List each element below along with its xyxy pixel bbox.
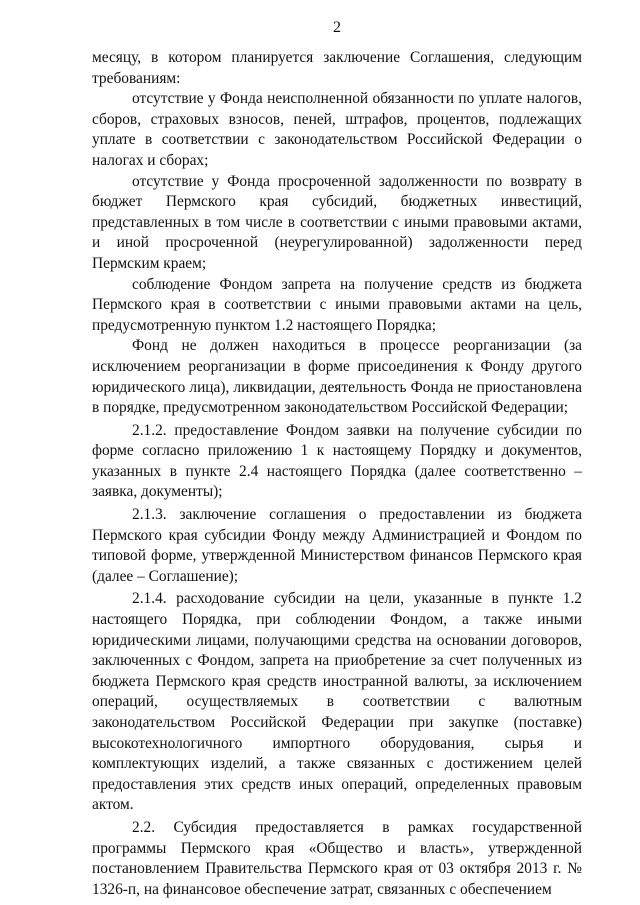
paragraph-2-1-2: 2.1.2. предоставление Фондом заявки на получение субсидии по форме согласно приложению 1 к настоящему Порядку и документов, указанных в пункте 2.4 настоящего Порядка (далее соответственно – заявка, документы); bbox=[92, 421, 582, 501]
paragraph-tax-obligation: отсутствие у Фонда неисполненной обязанности по уплате налогов, сборов, страховых взносов, пеней, штрафов, процентов, подлежащих уплате в соответствии с законодательством Российской Федерации о налогах и сборах; bbox=[92, 90, 582, 169]
paragraph-2-1-4: 2.1.4. расходование субсидии на цели, указанные в пункте 1.2 настоящего Порядка, при соблюдении Фондом, а также иными юридическими лицами, получающими средства на основании договоров, заключенных с Фондом, запрета на приобретение за счет полученных из бюджета Пермского края средств иностранной валюты, за исключением операций, осуществляемых в соответствии с валютным законодательством Российской Федерации при закупке (поставке) высокотехнологичного импортного оборудования, сырья и комплектующих изделий, а также связанных с достижением целей предоставления этих средств иных операций, определенных правовым актом. bbox=[92, 590, 582, 814]
paragraph-reorganization: Фонд не должен находиться в процессе реорганизации (за исключением реорганизации в форме присоединения к Фонду другого юридического лица), ликвидации, деятельность Фонда не приостановлена в порядке, предусмотренном законодательством Российской Федерации; bbox=[92, 337, 582, 417]
document-body bbox=[92, 48, 582, 900]
paragraph-overdue-debt: отсутствие у Фонда просроченной задолженности по возврату в бюджет Пермского края субсидий, бюджетных инвестиций, представленных в том числе в соответствии с иными правовыми актами, и иной просроченной (неурегулированной) задолженности перед Пермским краем; bbox=[92, 172, 582, 272]
paragraph-2-2: 2.2. Субсидия предоставляется в рамках государственной программы Пермского края «Общество и власть», утвержденной постановлением Правительства Пермского края от 03 октября 2013 г. № 1326-п, на финансовое обеспечение затрат, связанных с обеспечением bbox=[92, 818, 582, 898]
paragraph-2-1-3: 2.1.3. заключение соглашения о предоставлении из бюджета Пермского края субсидии Фонду между Администрацией и Фондом по типовой форме, утвержденной Министерством финансов Пермского края (далее – Соглашение); bbox=[92, 506, 582, 585]
page-number: 2 bbox=[333, 19, 341, 36]
paragraph-funding-ban: соблюдение Фондом запрета на получение средств из бюджета Пермского края в соответствии с иными правовыми актами на цель, предусмотренную пунктом 1.2 настоящего Порядка; bbox=[92, 275, 582, 334]
paragraph-continuation: месяцу, в котором планируется заключение Соглашения, следующим требованиям: bbox=[92, 49, 582, 87]
